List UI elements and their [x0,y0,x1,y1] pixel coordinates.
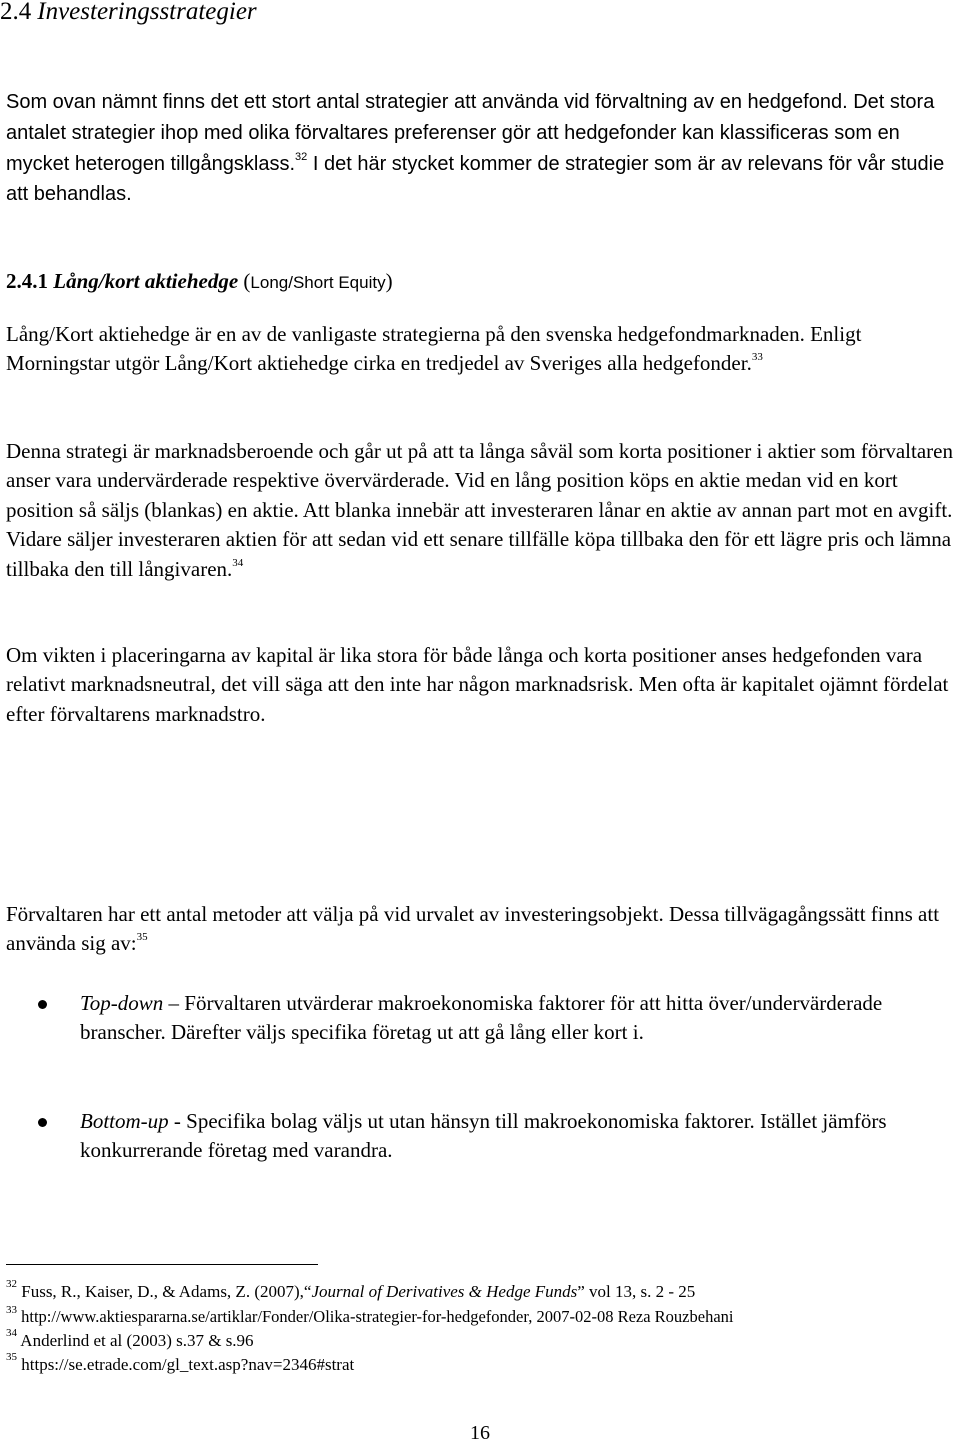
paragraph-4-text: Förvaltaren har ett antal metoder att välja på vid urvalet av investeringsobjekt. Dessa tillvägagångssätt finns att använda sig av: [6,902,940,956]
bullet-text: Förvaltaren utvärderar makroekonomiska faktorer för att hitta över/undervärderade branscher. Därefter väljs specifika företag ut att gå lång eller kort i. [80,991,883,1045]
subsection-english: Long/Short Equity [250,273,386,292]
footnote-number: 32 [6,1278,17,1291]
footnote-number: 35 [6,1351,17,1364]
footnote-ref-32[interactable]: 32 [295,150,308,163]
subsection-heading: 2.4.1 Lång/kort aktiehedge (Long/Short Equity) [6,269,393,293]
bullet-separator: – [163,991,185,1015]
section-number: 2.4 [0,0,32,25]
subsection-title: Lång/kort aktiehedge [53,269,239,293]
footnote [6,1303,734,1327]
paragraph-2-text: Denna strategi är marknadsberoende och går ut på att ta långa såväl som korta positioner i aktier som förvaltaren anser vara undervärderade respektive övervärderade. Vid en lång position köps en aktie medan vid en kort position så säljs (blankas) en aktie. Att blanka innebär att investeraren lånar en aktie av annan part mot en avgift. Vidare säljer investeraren aktien för att sedan vid ett senare tillfälle köpa tillbaka den för ett lägre pris och lämna tillbaka den till långivaren. [6,439,953,581]
bullet-icon [38,1118,47,1127]
paragraph-1 [6,320,956,379]
paragraph-1-text: Lång/Kort aktiehedge är en av de vanligaste strategierna på den svenska hedgefondmarknaden. Enligt Morningstar utgör Lång/Kort aktiehedge cirka en tredjedel av Sveriges alla hedgefonder. [6,322,862,376]
list-item [80,1107,956,1166]
bullet-icon [38,1000,47,1009]
paragraph-3 [6,641,956,729]
intro-text-after: I det här stycket kommer de strategier som är av relevans för vår studie att behandlas. [6,152,945,206]
intro-text: Som ovan nämnt finns det ett stort antal strategier att använda vid förvaltning av en hedgefond. Det stora antalet strategier ihop med olika förvaltares preferenser gör att hedgefonder kan klassificeras som en mycket heterogen tillgångsklass. [6,91,935,175]
intro-paragraph [6,87,951,210]
footnote-link[interactable]: http://www.aktiespararna.se/artiklar/Fonder/Olika-strategier-for-hedgefonder, 2007-02-08 Reza Rouzbehani [17,1307,734,1326]
footnote-text: Fuss, R., Kaiser, D., & Adams, Z. (2007),“ [17,1282,312,1301]
footnote-text: Anderlind et al (2003) s.37 & s.96 [17,1331,254,1350]
paragraph-2 [6,437,956,584]
bullet-term: Top-down [80,991,164,1015]
footnote-number: 33 [6,1303,17,1316]
paragraph-3-text: Om vikten i placeringarna av kapital är lika stora för både långa och korta positioner anses hedgefonden vara relativt marknadsneutral, det vill säga att den inte har någon marknadsrisk. Men ofta är kapitalet ojämnt fördelat efter förvaltarens marknadstro. [6,643,949,726]
footnote-ref-35[interactable]: 35 [136,931,148,944]
footnote-ref-33[interactable]: 33 [751,351,763,364]
footnote [6,1327,254,1351]
paragraph-4 [6,900,956,959]
footnote-number: 34 [6,1327,17,1340]
footnote-divider [6,1264,318,1265]
section-heading [0,0,257,26]
footnote [6,1278,696,1302]
bullet-separator: - [168,1109,187,1133]
bullet-term: Bottom-up [80,1109,169,1133]
bullet-text: Specifika bolag väljs ut utan hänsyn till makroekonomiska faktorer. Istället jämförs konkurrerande företag med varandra. [80,1109,887,1163]
footnote [6,1351,355,1375]
list-item [80,989,956,1048]
page-number: 16 [470,1422,490,1444]
subsection-number: 2.4.1 [6,269,48,293]
footnote-link[interactable]: https://se.etrade.com/gl_text.asp?nav=2346#strat [17,1355,355,1374]
footnote-text-post: ” vol 13, s. 2 - 25 [577,1282,696,1301]
footnote-ref-34[interactable]: 34 [232,556,244,569]
section-title: Investeringsstrategier [37,0,257,25]
footnote-journal: Journal of Derivatives & Hedge Funds [311,1282,578,1301]
